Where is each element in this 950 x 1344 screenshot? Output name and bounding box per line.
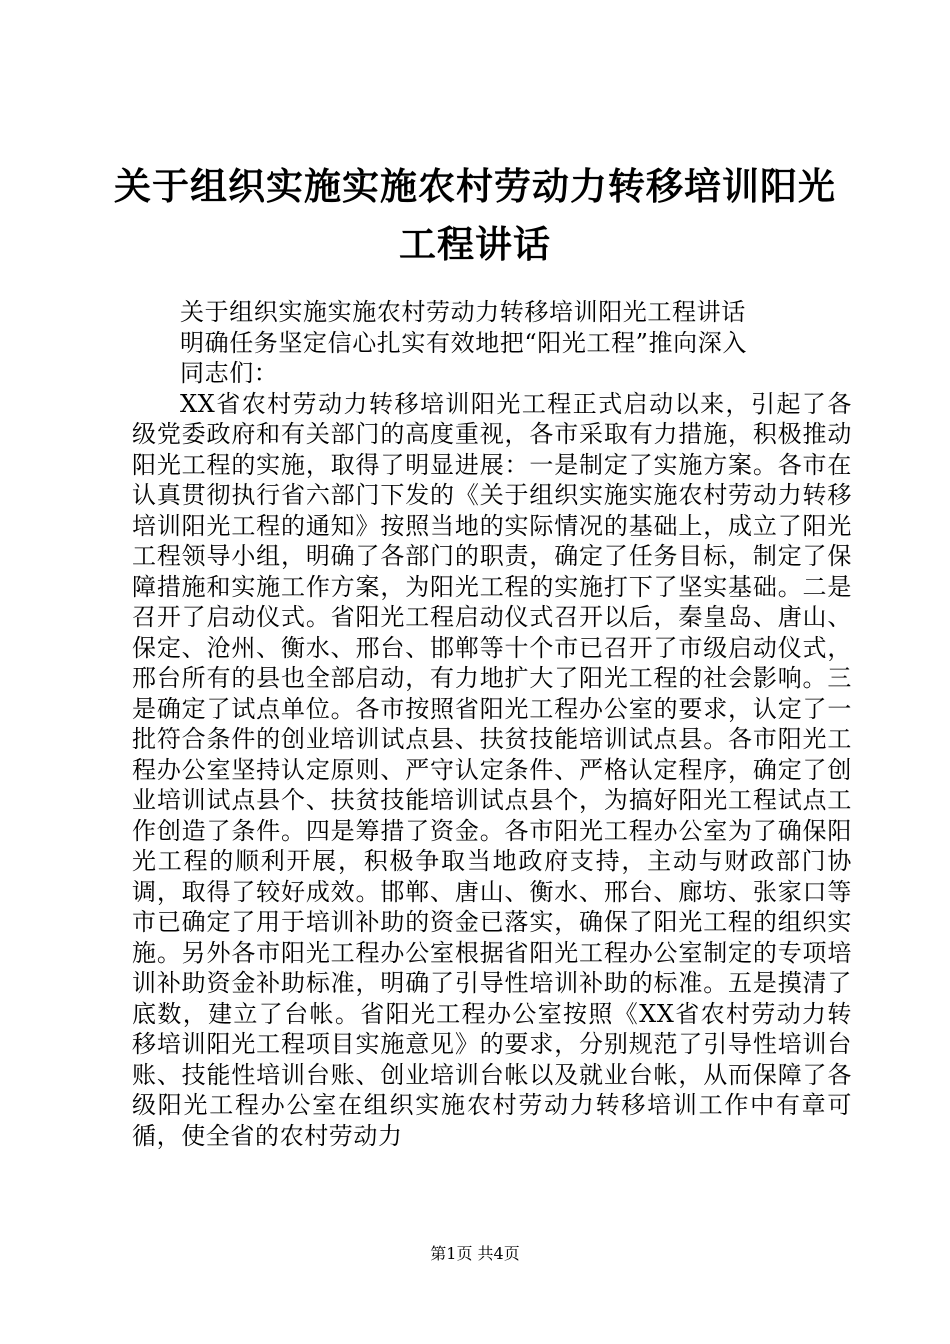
document-body bbox=[132, 297, 852, 1151]
body-paragraph: XX省农村劳动力转移培训阳光工程正式启动以来，引起了各级党委政府和有关部门的高度重视，各市采取有力措施，积极推动阳光工程的实施，取得了明显进展：一是制定了实施方案。各市在认真贯彻执行省六部门下发的《关于组织实施实施农村劳动力转移培训阳光工程的通知》按照当地的实际情况的基础上，成立了阳光工程领导小组，明确了各部门的职责，确定了任务目标，制定了保障措施和实施工作方案，为阳光工程的实施打下了坚实基础。二是召开了启动仪式。省阳光工程启动仪式召开以后，秦皇岛、唐山、保定、沧州、衡水、邢台、邯郸等十个市已召开了市级启动仪式，邢台所有的县也全部启动，有力地扩大了阳光工程的社会影响。三是确定了试点单位。各市按照省阳光工程办公室的要求，认定了一批符合条件的创业培训试点县、扶贫技能培训试点县。各市阳光工程办公室坚持认定原则、严守认定条件、严格认定程序，确定了创业培训试点县个、扶贫技能培训试点县个，为搞好阳光工程试点工作创造了条件。四是筹措了资金。各市阳光工程办公室为了确保阳光工程的顺利开展，积极争取当地政府支持，主动与财政部门协调，取得了较好成效。邯郸、唐山、衡水、邢台、廊坊、张家口等市已确定了用于培训补助的资金已落实，确保了阳光工程的组织实施。另外各市阳光工程办公室根据省阳光工程办公室制定的专项培训补助资金补助标准，明确了引导性培训补助的标准。五是摸清了底数，建立了台帐。省阳光工程办公室按照《XX省农村劳动力转移培训阳光工程项目实施意见》的要求，分别规范了引导性培训台账、技能性培训台账、创业培训台帐以及就业台帐，从而保障了各级阳光工程办公室在组织实施农村劳动力转移培训工作中有章可循，使全省的农村劳动力 bbox=[132, 389, 852, 1150]
document-title: 关于组织实施实施农村劳动力转移培训阳光工程讲话 bbox=[114, 165, 836, 266]
subtitle-line-1: 关于组织实施实施农村劳动力转移培训阳光工程讲话 bbox=[180, 298, 746, 326]
subtitle-line-2: 明确任务坚定信心扎实有效地把“阳光工程”推向深入 bbox=[180, 328, 747, 357]
page-footer: 第1页 共4页 bbox=[430, 1244, 520, 1263]
salutation: 同志们： bbox=[180, 359, 279, 387]
